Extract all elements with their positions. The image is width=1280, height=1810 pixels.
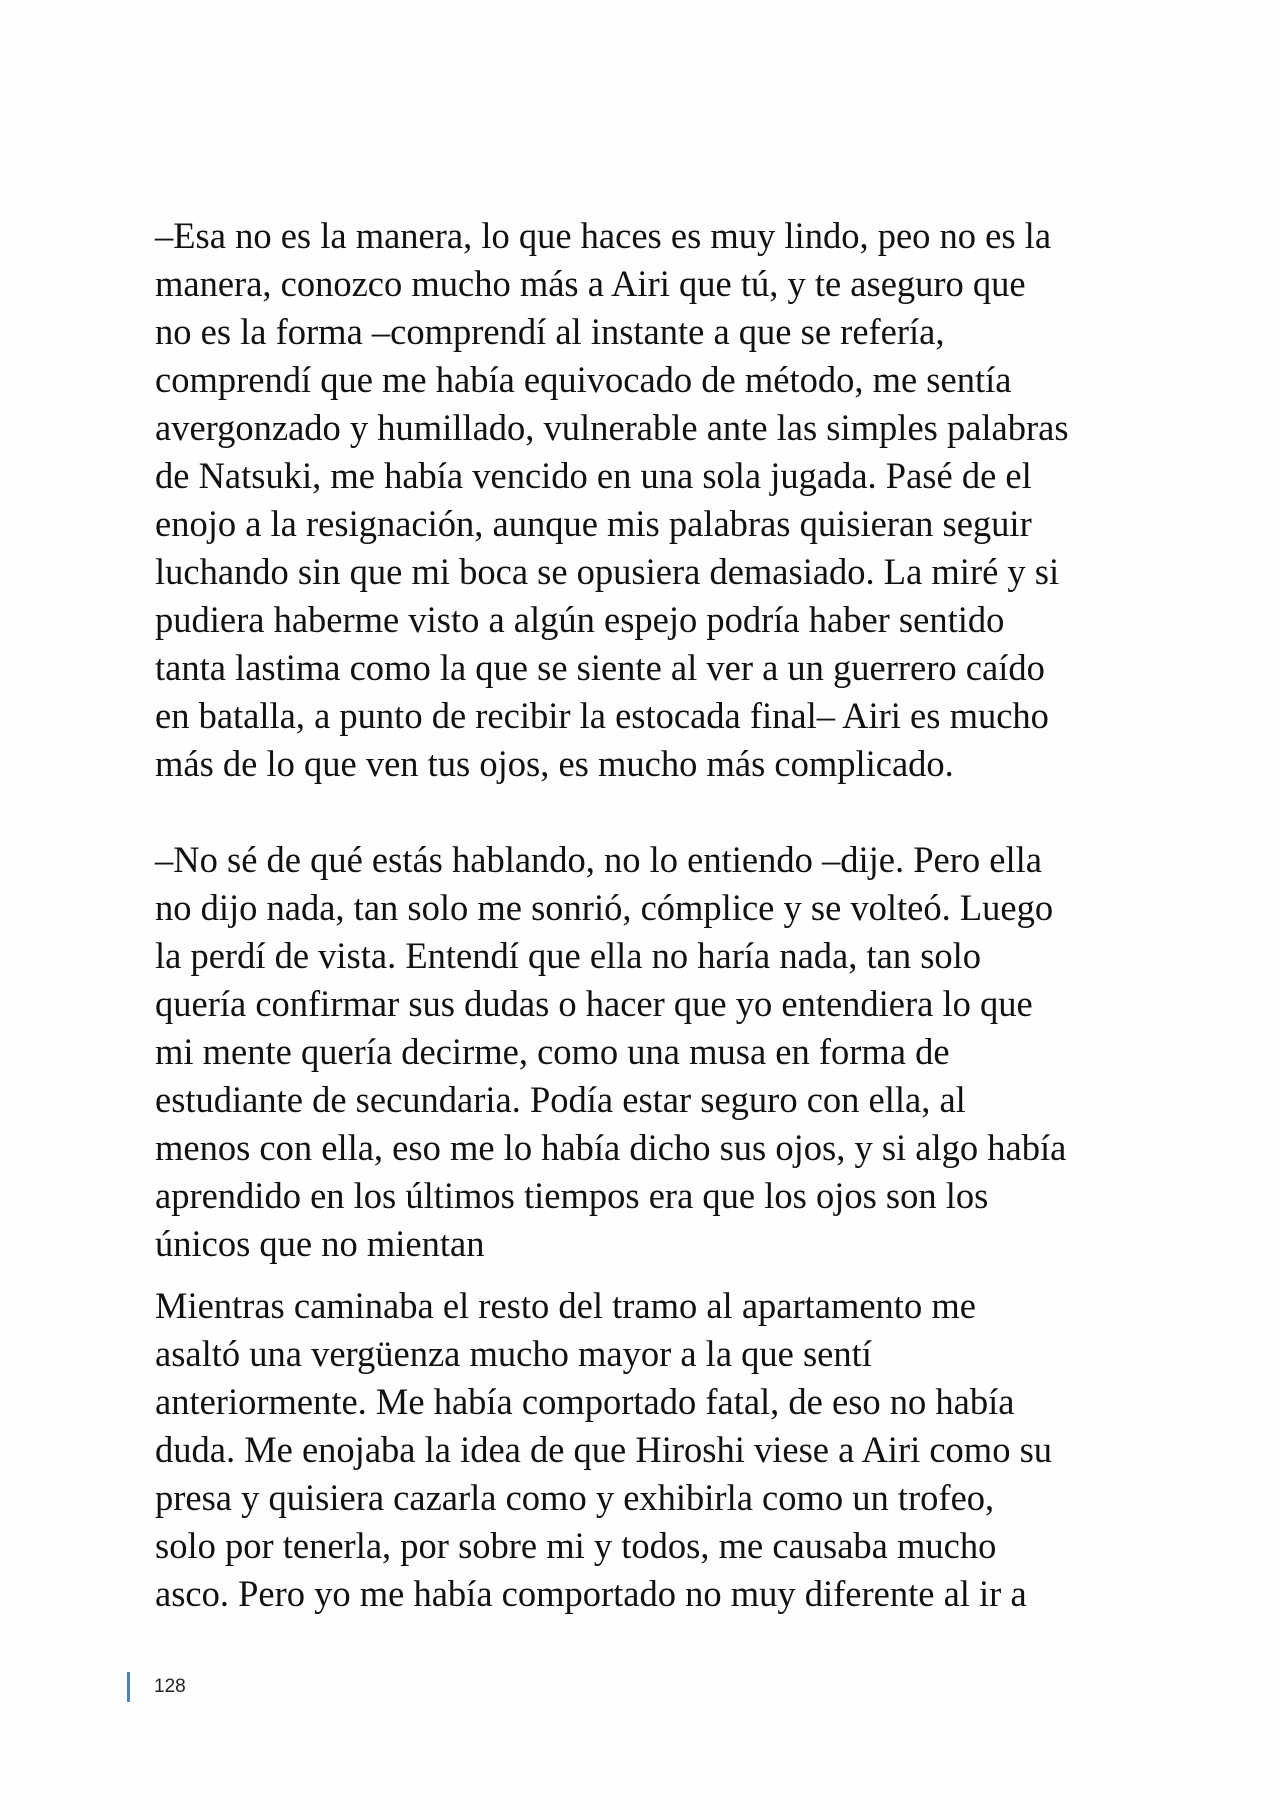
page-footer bbox=[127, 1672, 186, 1702]
paragraph-spacer bbox=[155, 788, 1155, 836]
text-line: –No sé de qué estás hablando, no lo entiendo –dije. Pero ella bbox=[155, 839, 1042, 880]
text-line: –Esa no es la manera, lo que haces es muy lindo, peo no es la bbox=[155, 215, 1052, 256]
text-line: luchando sin que mi boca se opusiera demasiado. La miré y si bbox=[155, 551, 1060, 592]
text-line: más de lo que ven tus ojos, es mucho más complicado. bbox=[155, 743, 954, 784]
text-line: manera, conozco mucho más a Airi que tú, y te aseguro que bbox=[155, 263, 1026, 304]
text-line: comprendí que me había equivocado de método, me sentía bbox=[155, 359, 1012, 400]
text-line: no es la forma –comprendí al instante a que se refería, bbox=[155, 311, 945, 352]
text-line: pudiera haberme visto a algún espejo podría haber sentido bbox=[155, 599, 1005, 640]
paragraph-3 bbox=[155, 1282, 1155, 1618]
body-text bbox=[155, 212, 1155, 1618]
text-line: asco. Pero yo me había comportado no muy diferente al ir a bbox=[155, 1573, 1027, 1614]
footer-accent-bar bbox=[127, 1672, 130, 1702]
text-line: mi mente quería decirme, como una musa en forma de bbox=[155, 1031, 950, 1072]
text-line: asaltó una vergüenza mucho mayor a la que sentí bbox=[155, 1333, 872, 1374]
text-line: menos con ella, eso me lo había dicho sus ojos, y si algo había bbox=[155, 1127, 1067, 1168]
text-line: duda. Me enojaba la idea de que Hiroshi viese a Airi como su bbox=[155, 1429, 1053, 1470]
text-line: presa y quisiera cazarla como y exhibirla como un trofeo, bbox=[155, 1477, 995, 1518]
paragraph-2 bbox=[155, 836, 1155, 1268]
text-line: no dijo nada, tan solo me sonrió, cómplice y se volteó. Luego bbox=[155, 887, 1054, 928]
text-line: tanta lastima como la que se siente al ver a un guerrero caído bbox=[155, 647, 1045, 688]
text-line: quería confirmar sus dudas o hacer que yo entendiera lo que bbox=[155, 983, 1033, 1024]
text-line: en batalla, a punto de recibir la estocada final– Airi es mucho bbox=[155, 695, 1049, 736]
text-line: anteriormente. Me había comportado fatal, de eso no había bbox=[155, 1381, 1015, 1422]
text-line: solo por tenerla, por sobre mi y todos, me causaba mucho bbox=[155, 1525, 997, 1566]
paragraph-spacer bbox=[155, 1268, 1155, 1282]
text-line: estudiante de secundaria. Podía estar seguro con ella, al bbox=[155, 1079, 966, 1120]
paragraph-1 bbox=[155, 212, 1155, 788]
text-line: aprendido en los últimos tiempos era que los ojos son los bbox=[155, 1175, 989, 1216]
text-line: la perdí de vista. Entendí que ella no haría nada, tan solo bbox=[155, 935, 982, 976]
text-line: únicos que no mientan bbox=[155, 1223, 485, 1264]
text-line: avergonzado y humillado, vulnerable ante las simples palabras bbox=[155, 407, 1069, 448]
page-number: 128 bbox=[154, 1676, 186, 1697]
text-line: enojo a la resignación, aunque mis palabras quisieran seguir bbox=[155, 503, 1032, 544]
text-line: de Natsuki, me había vencido en una sola jugada. Pasé de el bbox=[155, 455, 1032, 496]
text-line: Mientras caminaba el resto del tramo al apartamento me bbox=[155, 1285, 976, 1326]
